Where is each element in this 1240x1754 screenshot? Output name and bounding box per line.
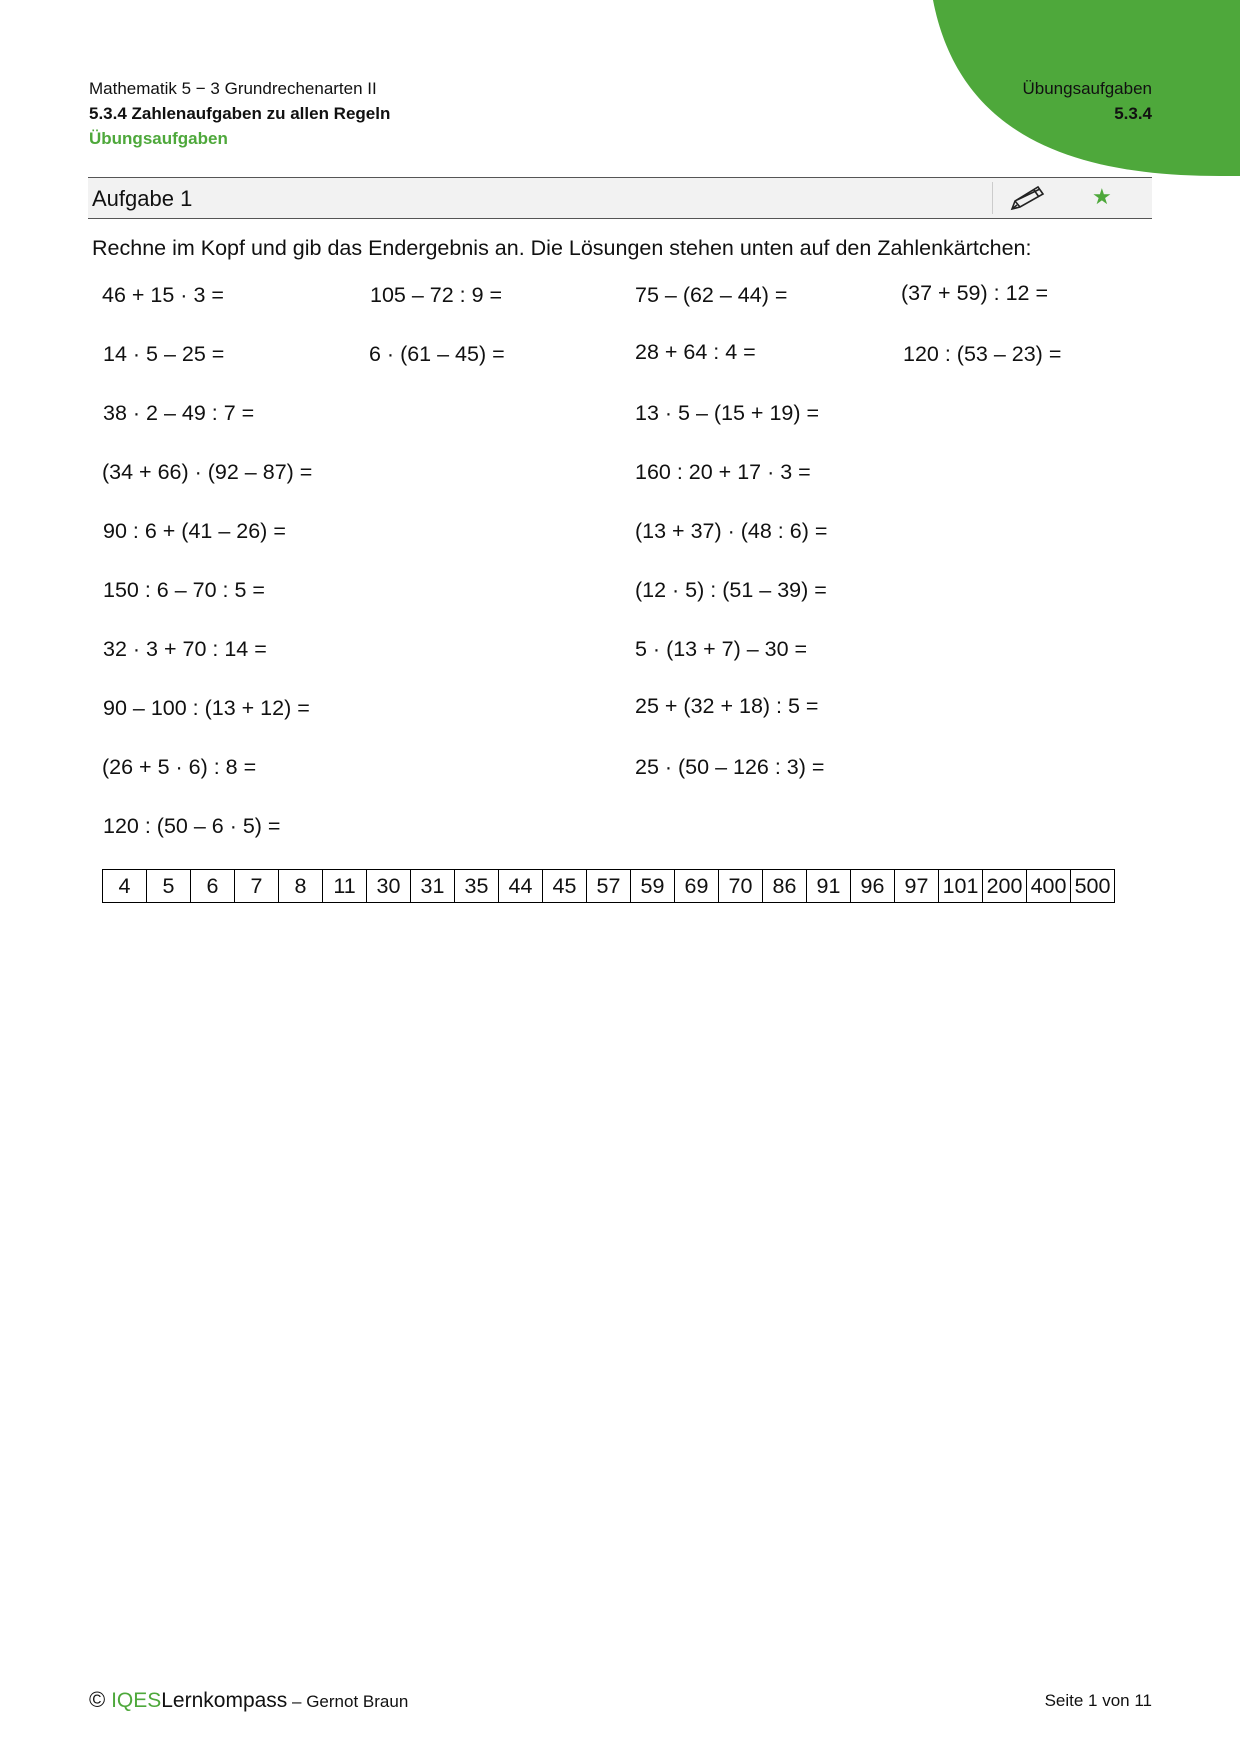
exercise: 120 : (53 – 23) = xyxy=(903,342,1062,366)
exercise: 32 · 3 + 70 : 14 = xyxy=(103,637,267,661)
number-card: 96 xyxy=(851,870,895,903)
brand-iqes: IQES xyxy=(111,1689,162,1712)
number-card: 101 xyxy=(939,870,983,903)
copyright-icon: © xyxy=(89,1687,106,1712)
number-card: 45 xyxy=(543,870,587,903)
number-card: 7 xyxy=(235,870,279,903)
brand-lernkompass: Lernkompass xyxy=(161,1689,288,1712)
exercise: (12 · 5) : (51 – 39) = xyxy=(635,578,827,602)
exercise: (26 + 5 · 6) : 8 = xyxy=(102,755,257,779)
number-card: 30 xyxy=(367,870,411,903)
number-card: 57 xyxy=(587,870,631,903)
number-card: 35 xyxy=(455,870,499,903)
number-card: 97 xyxy=(895,870,939,903)
number-card: 6 xyxy=(191,870,235,903)
section-subtitle: Übungsaufgaben xyxy=(89,129,228,148)
exercise: 25 · (50 – 126 : 3) = xyxy=(635,755,825,779)
doc-number: 5.3.4 xyxy=(1114,104,1152,123)
number-card: 5 xyxy=(147,870,191,903)
exercise: 75 – (62 – 44) = xyxy=(635,283,788,307)
exercise: 46 + 15 · 3 = xyxy=(102,283,224,307)
footer-brand xyxy=(89,1687,408,1713)
task-title: Aufgabe 1 xyxy=(92,186,193,211)
doc-type: Übungsaufgaben xyxy=(1022,79,1152,98)
header-right xyxy=(1022,76,1152,126)
number-card: 59 xyxy=(631,870,675,903)
footer-author: – Gernot Braun xyxy=(287,1692,409,1711)
number-card: 91 xyxy=(807,870,851,903)
exercise: 105 – 72 : 9 = xyxy=(370,283,503,307)
exercise: 6 · (61 – 45) = xyxy=(369,342,505,366)
exercise: 14 · 5 – 25 = xyxy=(103,342,225,366)
exercise: 120 : (50 – 6 · 5) = xyxy=(103,814,281,838)
number-card: 69 xyxy=(675,870,719,903)
course-title: Mathematik 5 − 3 Grundrechenarten II xyxy=(89,79,377,98)
page-number: Seite 1 von 11 xyxy=(1044,1691,1152,1710)
exercise: 38 · 2 – 49 : 7 = xyxy=(103,401,255,425)
number-card: 500 xyxy=(1071,870,1115,903)
exercise: (13 + 37) · (48 : 6) = xyxy=(635,519,828,543)
exercise: 5 · (13 + 7) – 30 = xyxy=(635,637,808,661)
exercise: (34 + 66) · (92 – 87) = xyxy=(102,460,313,484)
exercise: 160 : 20 + 17 · 3 = xyxy=(635,460,811,484)
number-card: 70 xyxy=(719,870,763,903)
solution-cards xyxy=(102,869,1115,903)
exercise: 25 + (32 + 18) : 5 = xyxy=(635,694,819,718)
pencil-icon xyxy=(1008,183,1048,213)
number-card: 4 xyxy=(103,870,147,903)
star-icon: ★ xyxy=(1092,184,1112,209)
section-title: 5.3.4 Zahlenaufgaben zu allen Regeln xyxy=(89,104,391,123)
header-left xyxy=(89,76,390,151)
exercise: (37 + 59) : 12 = xyxy=(901,281,1049,305)
number-card: 86 xyxy=(763,870,807,903)
exercise: 150 : 6 – 70 : 5 = xyxy=(103,578,265,602)
exercise: 13 · 5 – (15 + 19) = xyxy=(635,401,820,425)
task-header xyxy=(88,177,1152,219)
exercise: 90 – 100 : (13 + 12) = xyxy=(103,696,310,720)
number-card: 44 xyxy=(499,870,543,903)
task-instruction: Rechne im Kopf und gib das Endergebnis an. Die Lösungen stehen unten auf den Zahlenkärtchen: xyxy=(92,236,1032,260)
number-card: 8 xyxy=(279,870,323,903)
exercise: 28 + 64 : 4 = xyxy=(635,340,756,364)
number-card: 400 xyxy=(1027,870,1071,903)
number-card: 31 xyxy=(411,870,455,903)
number-card: 11 xyxy=(323,870,367,903)
number-card: 200 xyxy=(983,870,1027,903)
divider xyxy=(992,182,993,214)
exercise: 90 : 6 + (41 – 26) = xyxy=(103,519,286,543)
